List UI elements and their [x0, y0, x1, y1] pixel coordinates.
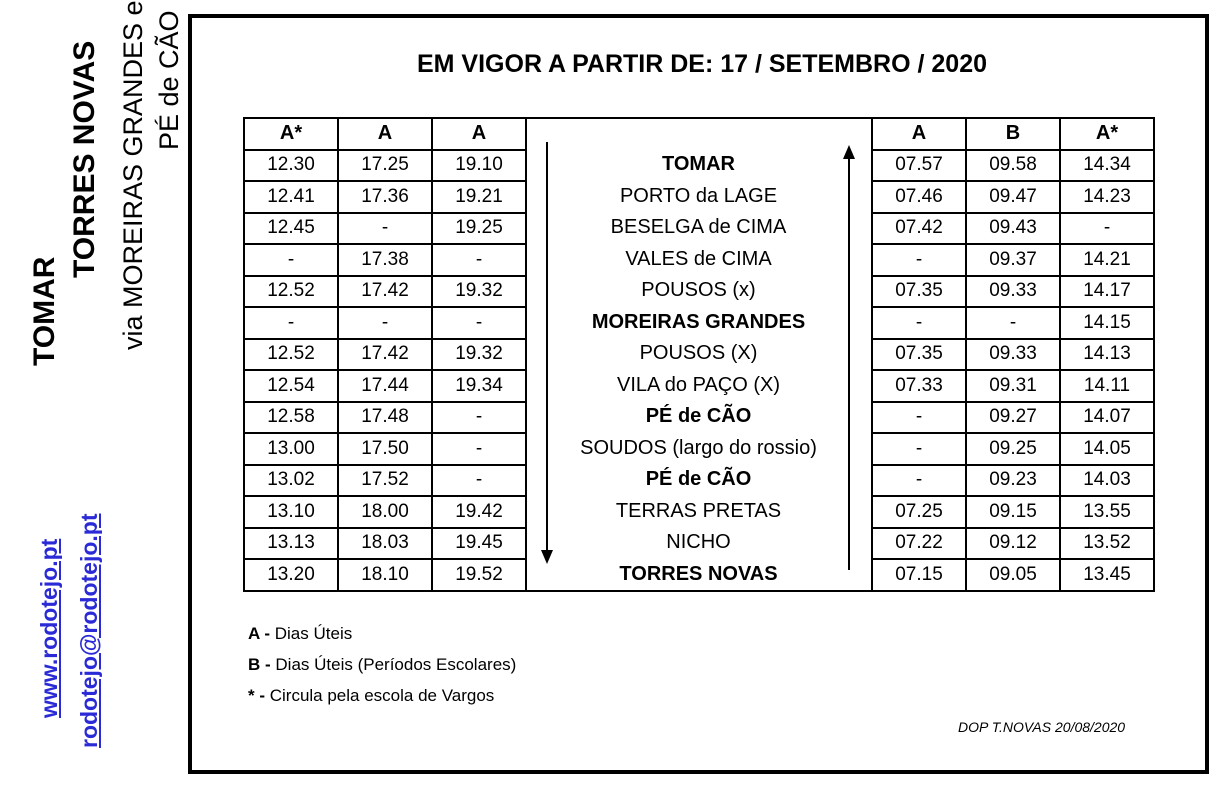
time-cell: 09.25: [966, 433, 1060, 465]
time-cell: 19.45: [432, 528, 526, 560]
time-cell: -: [872, 402, 966, 434]
table-row: [872, 402, 1154, 434]
left-header-cell: A: [338, 118, 432, 150]
time-cell: 14.15: [1060, 307, 1154, 339]
time-cell: -: [872, 465, 966, 497]
legend-a: [248, 624, 352, 644]
table-row: [244, 559, 526, 591]
time-cell: 09.05: [966, 559, 1060, 591]
table-row: [872, 276, 1154, 308]
arrow-down-icon: [546, 142, 548, 552]
right-header-cell: A: [872, 118, 966, 150]
time-cell: -: [244, 307, 338, 339]
time-cell: 07.46: [872, 181, 966, 213]
origin-label: TOMAR: [28, 256, 61, 366]
time-cell: 14.07: [1060, 402, 1154, 434]
stops-column: [526, 117, 871, 592]
time-cell: 17.50: [338, 433, 432, 465]
time-cell: 07.42: [872, 213, 966, 245]
time-cell: 07.25: [872, 496, 966, 528]
time-cell: 13.55: [1060, 496, 1154, 528]
legend-a-text: Dias Úteis: [270, 624, 353, 643]
stop-name: PÉ de CÃO: [645, 405, 752, 427]
left-header-cell: A*: [244, 118, 338, 150]
table-row: [244, 307, 526, 339]
stop-name: PORTO da LAGE: [619, 184, 778, 207]
time-cell: 07.22: [872, 528, 966, 560]
time-cell: 17.25: [338, 150, 432, 182]
table-row: [872, 465, 1154, 497]
stop-name: VILA do PAÇO (X): [616, 373, 781, 396]
table-row: [244, 496, 526, 528]
time-cell: 09.31: [966, 370, 1060, 402]
time-cell: 07.57: [872, 150, 966, 182]
time-cell: 07.15: [872, 559, 966, 591]
page-title: EM VIGOR A PARTIR DE: 17 / SETEMBRO / 2020: [416, 50, 988, 78]
stop-name: POUSOS (X): [639, 342, 758, 364]
time-cell: -: [338, 307, 432, 339]
time-cell: 18.00: [338, 496, 432, 528]
time-cell: -: [872, 307, 966, 339]
time-cell: 09.58: [966, 150, 1060, 182]
time-cell: 17.52: [338, 465, 432, 497]
time-cell: 12.30: [244, 150, 338, 182]
time-cell: 18.10: [338, 559, 432, 591]
time-cell: 19.25: [432, 213, 526, 245]
time-cell: 14.34: [1060, 150, 1154, 182]
table-row: [872, 339, 1154, 371]
time-cell: 14.05: [1060, 433, 1154, 465]
table-row: [244, 244, 526, 276]
time-cell: 09.47: [966, 181, 1060, 213]
time-cell: -: [338, 213, 432, 245]
table-row: [244, 213, 526, 245]
table-row: [244, 433, 526, 465]
right-header-cell: A*: [1060, 118, 1154, 150]
table-row: [244, 339, 526, 371]
time-cell: -: [432, 244, 526, 276]
time-cell: 19.21: [432, 181, 526, 213]
destination-label: TORRES NOVAS: [68, 40, 101, 278]
table-row: [244, 370, 526, 402]
table-row: [244, 465, 526, 497]
time-cell: -: [872, 244, 966, 276]
time-cell: 12.41: [244, 181, 338, 213]
time-cell: 13.00: [244, 433, 338, 465]
time-cell: 19.52: [432, 559, 526, 591]
table-row: [872, 559, 1154, 591]
time-cell: 17.38: [338, 244, 432, 276]
time-cell: -: [872, 433, 966, 465]
table-row: [872, 528, 1154, 560]
time-cell: 07.35: [872, 276, 966, 308]
time-cell: 14.23: [1060, 181, 1154, 213]
stop-name: SOUDOS (largo do rossio): [580, 436, 817, 459]
time-cell: 13.45: [1060, 559, 1154, 591]
time-cell: 19.32: [432, 339, 526, 371]
time-cell: 13.52: [1060, 528, 1154, 560]
time-cell: 19.10: [432, 150, 526, 182]
stop-name: VALES de CIMA: [625, 247, 772, 270]
website-link[interactable]: www.rodotejo.pt: [36, 538, 62, 718]
time-cell: 09.37: [966, 244, 1060, 276]
stop-name: BESELGA de CIMA: [610, 216, 787, 238]
time-cell: -: [966, 307, 1060, 339]
legend-star-key: * -: [248, 686, 265, 705]
return-times-table: [871, 117, 1155, 592]
time-cell: -: [432, 433, 526, 465]
time-cell: 17.42: [338, 339, 432, 371]
arrow-up-icon-head: [843, 145, 855, 159]
time-cell: 09.12: [966, 528, 1060, 560]
arrow-down-icon-head: [541, 550, 553, 564]
table-row: [872, 213, 1154, 245]
time-cell: 12.52: [244, 339, 338, 371]
time-cell: -: [432, 465, 526, 497]
time-cell: 09.23: [966, 465, 1060, 497]
time-cell: -: [1060, 213, 1154, 245]
time-cell: 13.10: [244, 496, 338, 528]
time-cell: 14.13: [1060, 339, 1154, 371]
time-cell: -: [432, 307, 526, 339]
stop-name: POUSOS (x): [641, 279, 756, 301]
document-reference: DOP T.NOVAS 20/08/2020: [958, 719, 1126, 735]
legend-a-key: A -: [248, 624, 271, 643]
time-cell: 07.35: [872, 339, 966, 371]
time-cell: 12.54: [244, 370, 338, 402]
stop-name: PÉ de CÃO: [645, 468, 752, 490]
stop-name: NICHO: [666, 531, 731, 553]
via-line-2: PÉ de CÃO: [154, 10, 184, 150]
table-row: [872, 433, 1154, 465]
time-cell: -: [432, 402, 526, 434]
time-cell: 13.20: [244, 559, 338, 591]
table-row: [872, 181, 1154, 213]
table-row: [872, 244, 1154, 276]
legend-star: [248, 686, 494, 706]
time-cell: 09.33: [966, 339, 1060, 371]
stop-name: TORRES NOVAS: [619, 562, 778, 585]
time-cell: 17.44: [338, 370, 432, 402]
time-cell: 14.11: [1060, 370, 1154, 402]
time-cell: 12.58: [244, 402, 338, 434]
time-cell: 13.02: [244, 465, 338, 497]
left-header-cell: A: [432, 118, 526, 150]
legend-b-key: B -: [248, 655, 271, 674]
table-row: [872, 496, 1154, 528]
legend-b-text: Dias Úteis (Períodos Escolares): [270, 655, 517, 674]
time-cell: 14.21: [1060, 244, 1154, 276]
table-row: [244, 402, 526, 434]
email-link[interactable]: rodotejo@rodotejo.pt: [76, 513, 102, 748]
via-line-1: via MOREIRAS GRANDES e: [118, 0, 148, 350]
table-row: [872, 307, 1154, 339]
legend-star-text: Circula pela escola de Vargos: [265, 686, 495, 705]
time-cell: 12.45: [244, 213, 338, 245]
time-cell: 19.34: [432, 370, 526, 402]
arrow-up-icon: [848, 157, 850, 570]
time-cell: 14.03: [1060, 465, 1154, 497]
right-header-cell: B: [966, 118, 1060, 150]
time-cell: 19.42: [432, 496, 526, 528]
time-cell: 09.15: [966, 496, 1060, 528]
table-row: [244, 528, 526, 560]
time-cell: 17.48: [338, 402, 432, 434]
time-cell: 19.32: [432, 276, 526, 308]
time-cell: 14.17: [1060, 276, 1154, 308]
time-cell: 07.33: [872, 370, 966, 402]
time-cell: 12.52: [244, 276, 338, 308]
stop-name: TERRAS PRETAS: [615, 499, 782, 522]
time-cell: 09.27: [966, 402, 1060, 434]
table-row: [872, 370, 1154, 402]
table-row: [872, 150, 1154, 182]
time-cell: 13.13: [244, 528, 338, 560]
time-cell: -: [244, 244, 338, 276]
table-row: [244, 276, 526, 308]
time-cell: 17.42: [338, 276, 432, 308]
stop-name: TOMAR: [662, 153, 735, 175]
time-cell: 18.03: [338, 528, 432, 560]
outbound-times-table: [243, 117, 527, 592]
legend-b: [248, 655, 516, 675]
time-cell: 09.33: [966, 276, 1060, 308]
time-cell: 17.36: [338, 181, 432, 213]
stop-name: MOREIRAS GRANDES: [591, 310, 806, 333]
time-cell: 09.43: [966, 213, 1060, 245]
table-row: [244, 150, 526, 182]
table-row: [244, 181, 526, 213]
